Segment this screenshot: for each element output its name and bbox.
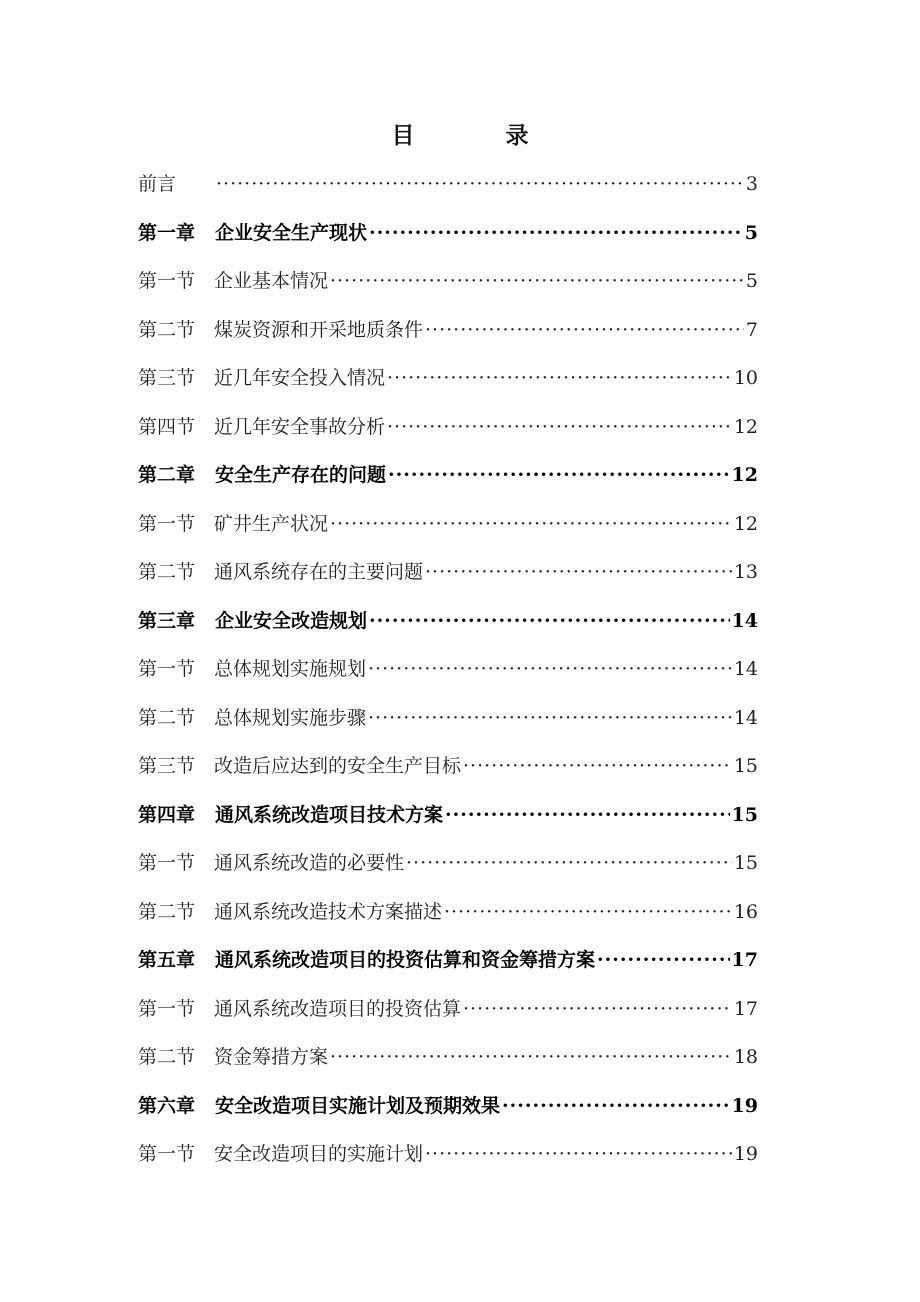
toc-chapter-entry[interactable] [138, 791, 758, 840]
toc-entry-title: 通风系统改造项目的投资估算 [214, 997, 462, 1020]
toc-dot-leader [502, 1082, 730, 1131]
toc-page-number: 17 [731, 949, 758, 971]
toc-entry-title: 安全生产存在的问题 [215, 464, 387, 486]
toc-entry-label: 第二章 [138, 464, 196, 486]
toc-entry-label: 第五章 [138, 949, 196, 971]
toc-entry-label: 第二节 [138, 561, 196, 583]
toc-entry-label: 第三章 [138, 609, 196, 632]
toc-entry-label: 第一节 [138, 997, 196, 1020]
toc-page-number: 15 [733, 852, 758, 874]
toc-entry-title: 安全改造项目的实施计划 [214, 1143, 424, 1165]
toc-entry-label: 第六章 [138, 1094, 196, 1117]
toc-page-number: 5 [745, 270, 758, 292]
toc-dot-leader [463, 985, 732, 1034]
toc-chapter-entry[interactable] [138, 1082, 758, 1131]
toc-dot-leader [445, 791, 730, 840]
toc-chapter-entry[interactable] [138, 209, 758, 258]
toc-section-entry[interactable] [138, 1033, 758, 1082]
toc-entry-label: 前言 [138, 173, 177, 195]
toc-section-entry[interactable] [138, 354, 758, 403]
toc-entry-label: 第二节 [138, 1046, 196, 1068]
toc-page-number: 19 [731, 1094, 758, 1117]
toc-entry-title: 矿井生产状况 [214, 512, 329, 535]
toc-entry-title: 改造后应达到的安全生产目标 [214, 755, 462, 777]
toc-dot-leader [369, 209, 743, 258]
toc-section-entry[interactable] [138, 257, 758, 306]
toc-page-number: 19 [733, 1143, 758, 1165]
toc-dot-leader [387, 403, 732, 452]
toc-section-entry[interactable] [138, 160, 758, 209]
toc-section-entry[interactable] [138, 694, 758, 743]
toc-dot-leader [406, 839, 732, 888]
toc-entry-label: 第一节 [138, 1143, 196, 1165]
toc-entry-title: 煤炭资源和开采地质条件 [214, 318, 424, 341]
toc-section-entry[interactable] [138, 306, 758, 355]
toc-entry-title: 近几年安全投入情况 [214, 367, 386, 389]
toc-page-number: 15 [733, 755, 758, 777]
toc-page-number: 10 [733, 367, 758, 389]
toc-entry-label: 第一节 [138, 512, 196, 535]
toc-page-number: 7 [745, 318, 758, 341]
toc-entry-title: 总体规划实施规划 [214, 658, 367, 680]
toc-dot-leader [330, 500, 732, 549]
toc-page-number: 5 [744, 221, 758, 244]
toc-page-number: 12 [731, 464, 758, 486]
toc-dot-leader [444, 888, 732, 937]
toc-section-entry[interactable] [138, 645, 758, 694]
toc-entry-label: 第二节 [138, 900, 196, 923]
toc-page-number: 14 [733, 706, 758, 729]
toc-dot-leader [425, 306, 744, 355]
toc-section-entry[interactable] [138, 548, 758, 597]
toc-section-entry[interactable] [138, 403, 758, 452]
toc-section-entry[interactable] [138, 500, 758, 549]
toc-dot-leader [216, 160, 744, 209]
toc-page-number: 14 [733, 658, 758, 680]
toc-dot-leader [368, 694, 732, 743]
toc-entry-title: 企业安全生产现状 [215, 221, 368, 244]
toc-entry-label: 第二节 [138, 318, 196, 341]
toc-entry-title: 通风系统改造的必要性 [214, 852, 405, 874]
toc-page-number: 3 [745, 173, 758, 195]
toc-dot-leader [388, 451, 730, 500]
toc-entry-title: 安全改造项目实施计划及预期效果 [215, 1094, 501, 1117]
toc-dot-leader [463, 742, 732, 791]
toc-section-entry[interactable] [138, 985, 758, 1034]
toc-dot-leader [425, 548, 732, 597]
toc-dot-leader [597, 936, 730, 985]
toc-page-number: 16 [733, 900, 758, 923]
toc-entry-label: 第四章 [138, 803, 196, 826]
toc-page-number: 15 [731, 803, 758, 826]
toc-entry-title: 近几年安全事故分析 [214, 415, 386, 438]
toc-entry-label: 第三节 [138, 367, 196, 389]
toc-section-entry[interactable] [138, 1130, 758, 1179]
toc-entry-label: 第二节 [138, 706, 196, 729]
toc-entry-label: 第一节 [138, 852, 196, 874]
toc-chapter-entry[interactable] [138, 936, 758, 985]
toc-entry-title: 通风系统改造项目的投资估算和资金筹措方案 [215, 949, 596, 971]
toc-entry-title: 通风系统改造技术方案描述 [214, 900, 443, 923]
toc-dot-leader [330, 1033, 732, 1082]
toc-entry-title: 企业基本情况 [214, 270, 329, 292]
toc-entry-title: 通风系统存在的主要问题 [214, 561, 424, 583]
toc-page-number: 13 [733, 561, 758, 583]
toc-page-number: 12 [733, 415, 758, 438]
toc-list [138, 160, 758, 1179]
toc-dot-leader [425, 1130, 732, 1179]
toc-section-entry[interactable] [138, 888, 758, 937]
toc-entry-title: 企业安全改造规划 [215, 609, 368, 632]
toc-entry-label: 第三节 [138, 755, 196, 777]
toc-entry-title: 总体规划实施步骤 [214, 706, 367, 729]
toc-dot-leader [330, 257, 744, 306]
toc-page-number: 17 [733, 997, 758, 1020]
toc-chapter-entry[interactable] [138, 597, 758, 646]
toc-section-entry[interactable] [138, 839, 758, 888]
toc-entry-label: 第一节 [138, 270, 196, 292]
toc-dot-leader [369, 597, 730, 646]
toc-title: 目 录 [391, 122, 563, 149]
toc-dot-leader [387, 354, 732, 403]
toc-page-number: 14 [731, 609, 758, 632]
toc-entry-title: 通风系统改造项目技术方案 [215, 803, 444, 826]
toc-entry-label: 第一章 [138, 221, 196, 244]
toc-section-entry[interactable] [138, 742, 758, 791]
toc-chapter-entry[interactable] [138, 451, 758, 500]
toc-entry-label: 第四节 [138, 415, 196, 438]
toc-page-number: 12 [733, 512, 758, 535]
toc-dot-leader [368, 645, 732, 694]
toc-entry-title: 资金筹措方案 [214, 1046, 329, 1068]
toc-page-number: 18 [733, 1046, 758, 1068]
toc-entry-label: 第一节 [138, 658, 196, 680]
